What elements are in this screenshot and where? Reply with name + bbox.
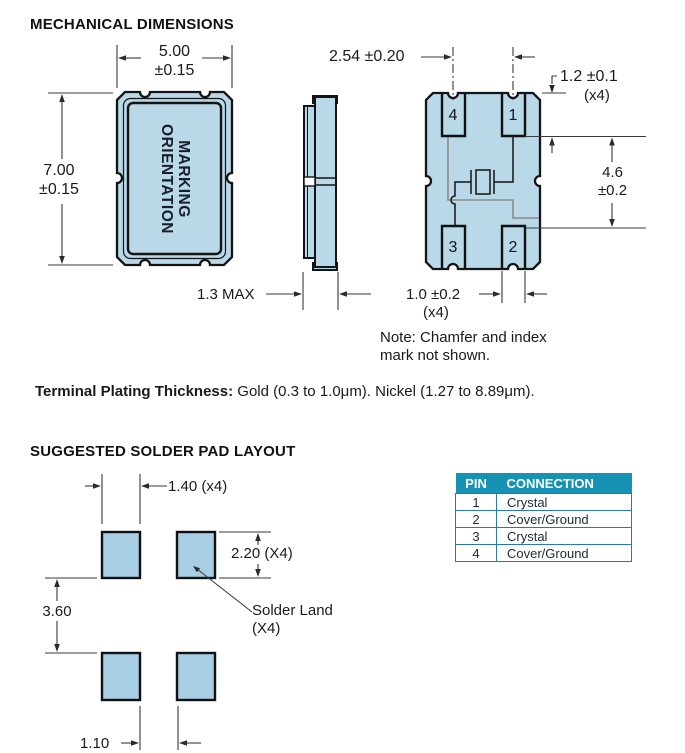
- solder-pad-layout-title: SUGGESTED SOLDER PAD LAYOUT: [30, 443, 296, 460]
- pad-number-3: 3: [448, 239, 458, 256]
- pad-number-2: 2: [508, 239, 518, 256]
- pin-table-header-connection: CONNECTION: [497, 473, 632, 494]
- pin-table-row: 1 Crystal: [456, 494, 632, 511]
- pin-table-row: 3 Crystal: [456, 528, 632, 545]
- terminal-plating-label: Terminal Plating Thickness:: [35, 383, 234, 400]
- pin-connection-table: [455, 473, 632, 562]
- solder-pad-bottom-right: [177, 653, 215, 700]
- dim-land-row-gap: 3.60: [42, 603, 72, 620]
- pad-number-1: 1: [508, 107, 518, 124]
- marking-orientation-label: MARKING ORIENTATION: [157, 123, 192, 234]
- dim-height-value: 7.00: [43, 162, 75, 179]
- dim-width: [117, 42, 232, 80]
- dim-land-col-gap: 1.10: [80, 735, 110, 752]
- marking-orientation-area: [117, 92, 232, 265]
- dim-pad-length-qty: (x4): [584, 87, 610, 104]
- terminal-plating-line: [35, 383, 535, 400]
- solder-pad-top-right: [177, 532, 215, 578]
- dim-height: [30, 161, 88, 199]
- solder-pad-top-left: [102, 532, 140, 578]
- dim-land-height: 2.20 (X4): [231, 545, 293, 562]
- dim-thickness: 1.3 MAX: [197, 286, 255, 303]
- dim-height-tol: ±0.15: [39, 181, 79, 198]
- dim-pad-pitch: 2.54 ±0.20: [329, 48, 405, 65]
- terminal-plating-value: Gold (0.3 to 1.0μm). Nickel (1.27 to 8.89μm).: [233, 383, 535, 400]
- dim-pad-span: 4.6 ±0.2: [597, 164, 628, 199]
- chamfer-note: Note: Chamfer and index mark not shown.: [380, 329, 547, 364]
- pad-number-4: 4: [448, 107, 458, 124]
- pin-table-header-pin: PIN: [456, 473, 497, 494]
- pin-table-row: 4 Cover/Ground: [456, 545, 632, 562]
- pin-table-row: 2 Cover/Ground: [456, 511, 632, 528]
- solder-pad-bottom-left: [102, 653, 140, 700]
- dim-pad-length: 1.2 ±0.1: [560, 68, 618, 85]
- dim-width-tol: ±0.15: [154, 62, 195, 79]
- pin-table-header-row: [456, 473, 632, 494]
- dim-width-value: 5.00: [158, 43, 191, 60]
- side-view-drawing: [304, 96, 337, 270]
- solder-land-label: Solder Land (X4): [252, 602, 333, 637]
- dim-land-width: 1.40 (x4): [168, 478, 228, 495]
- bottom-view-drawing: [426, 93, 540, 269]
- dim-pad-width-qty: (x4): [423, 304, 449, 321]
- mechanical-dimensions-title: MECHANICAL DIMENSIONS: [30, 16, 234, 33]
- dim-pad-width: 1.0 ±0.2: [406, 286, 461, 303]
